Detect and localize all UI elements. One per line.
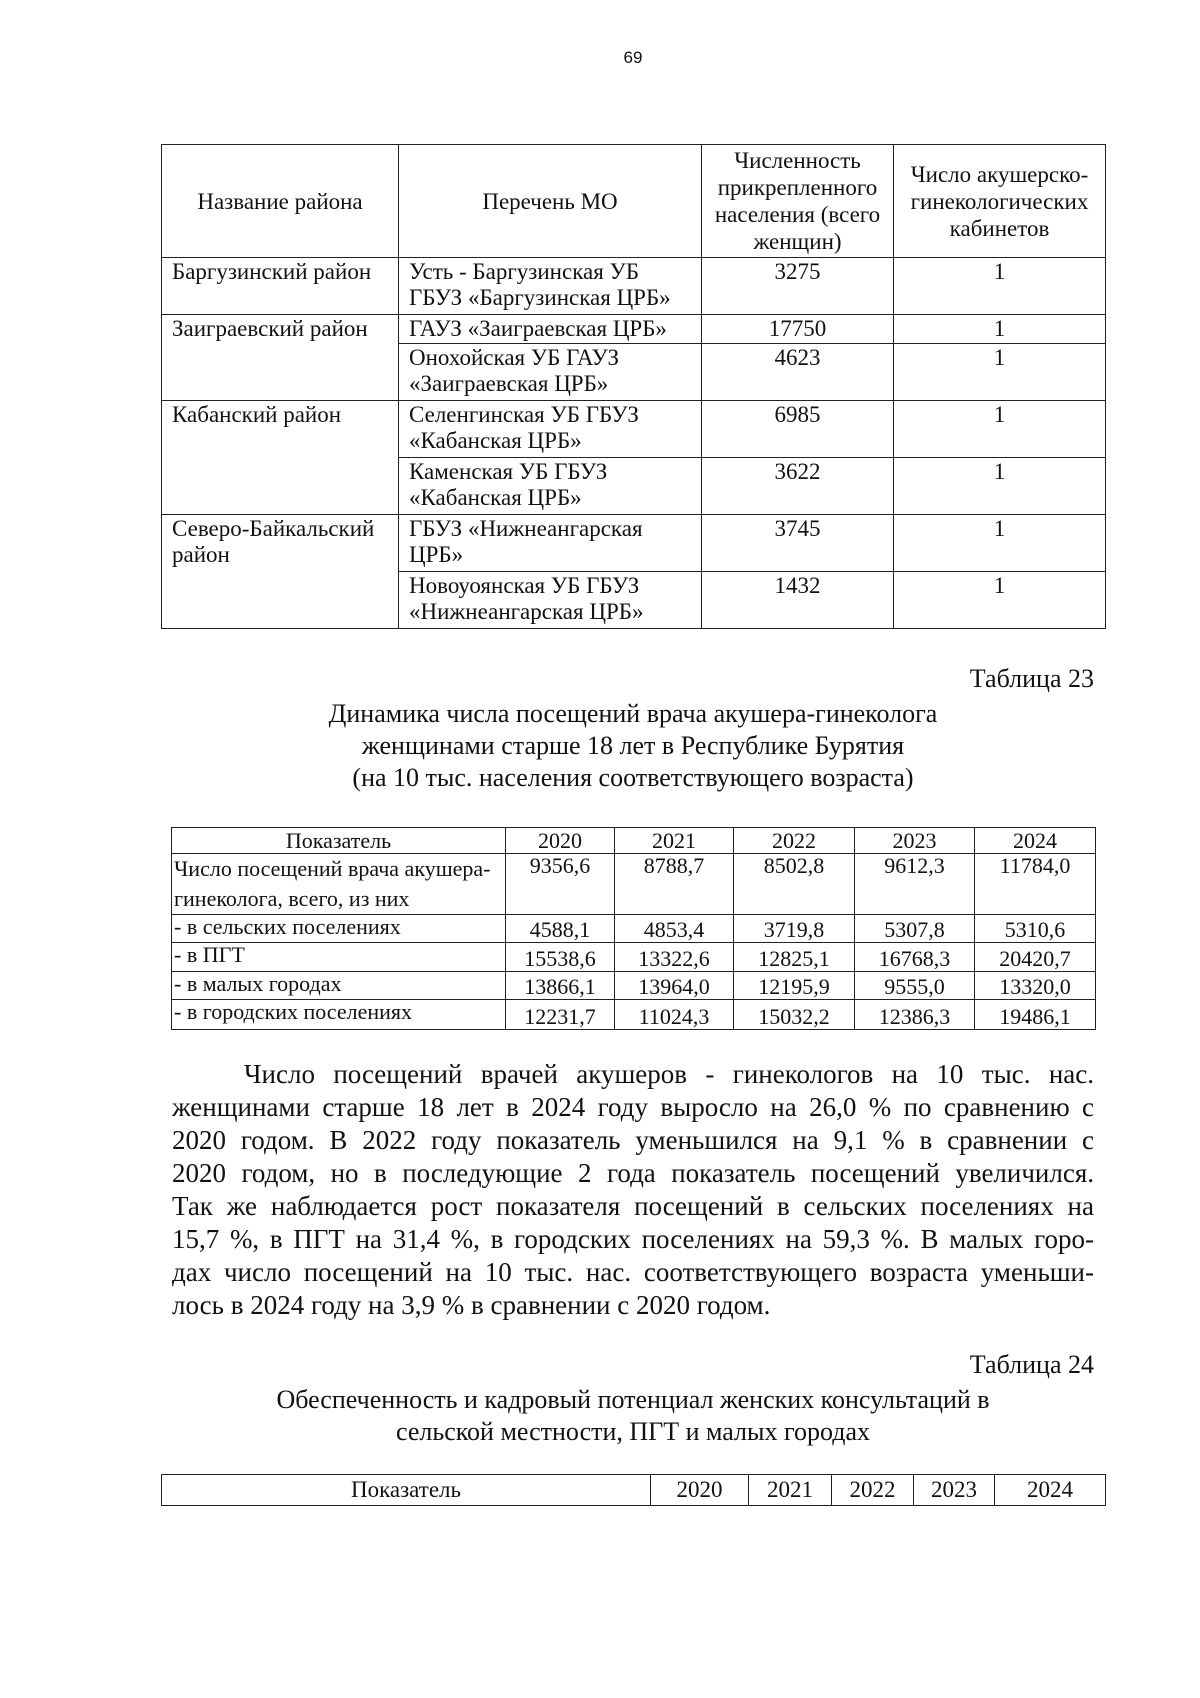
- mo-cell: Усть - Баргузинская УБ ГБУЗ «Баргузинская ЦРБ»: [399, 258, 702, 315]
- table-row: [172, 854, 1096, 915]
- row-label: - в малых городах: [172, 972, 506, 1000]
- header-cell: 2023: [855, 828, 975, 854]
- value-cell: 8788,7: [615, 854, 734, 915]
- paragraph-line: лось в 2024 году на 3,9 % в сравнении с 2020 годом.: [172, 1290, 771, 1320]
- row-label: - в сельских поселениях: [172, 915, 506, 943]
- value-cell: 9612,3: [855, 854, 975, 915]
- title-line: Динамика числа посещений врача акушера-гинеколога: [328, 699, 938, 728]
- paragraph-line: Так же наблюдается рост показателя посещений в сельских поселениях на: [172, 1191, 1094, 1221]
- header-cell: Название района: [162, 145, 399, 258]
- cabinets-cell: 1: [894, 515, 1106, 572]
- staffing-table: [161, 1474, 1106, 1506]
- row-label: - в ПГТ: [172, 943, 506, 972]
- mo-cell: Селенгинская УБ ГБУЗ «Кабанская ЦРБ»: [399, 401, 702, 458]
- paragraph-line: женщинами старше 18 лет в 2024 году выросло на 26,0 % по сравнению с: [172, 1092, 1094, 1122]
- header-cell: 2021: [749, 1475, 832, 1506]
- value-cell: 15032,2: [734, 1000, 855, 1030]
- table-row: [162, 258, 1106, 315]
- paragraph-line: 2020 годом. В 2022 году показатель уменьшился на 9,1 % в сравнении с: [172, 1125, 1094, 1155]
- visits-table: [171, 827, 1096, 1030]
- row-label: - в городских поселениях: [172, 1000, 506, 1030]
- value-cell: 19486,1: [975, 1000, 1096, 1030]
- cabinets-cell: 1: [894, 458, 1106, 515]
- header-cell: Численность прикрепленного населения (всего женщин): [702, 145, 894, 258]
- value-cell: 12825,1: [734, 943, 855, 972]
- cabinets-cell: 1: [894, 258, 1106, 315]
- value-cell: 12231,7: [506, 1000, 615, 1030]
- value-cell: 5310,6: [975, 915, 1096, 943]
- table24-title: [161, 1384, 1105, 1448]
- table23-caption: Таблица 23: [969, 664, 1094, 693]
- value-cell: 15538,6: [506, 943, 615, 972]
- table-row: [172, 972, 1096, 1000]
- paragraph-line: 2020 годом, но в последующие 2 года показатель посещений увеличился.: [172, 1158, 1094, 1188]
- table-row: [162, 515, 1106, 572]
- title-line: женщинами старше 18 лет в Республике Бурятия: [361, 731, 905, 760]
- district-cell: Северо-Байкальский район: [162, 515, 399, 629]
- mo-cell: ГБУЗ «Нижнеангарская ЦРБ»: [399, 515, 702, 572]
- header-cell: 2022: [734, 828, 855, 854]
- value-cell: 13866,1: [506, 972, 615, 1000]
- population-cell: 1432: [702, 572, 894, 629]
- header-cell: Показатель: [172, 828, 506, 854]
- cabinets-cell: 1: [894, 344, 1106, 401]
- cabinets-cell: 1: [894, 401, 1106, 458]
- header-cell: 2024: [975, 828, 1096, 854]
- value-cell: 12386,3: [855, 1000, 975, 1030]
- value-cell: 13322,6: [615, 943, 734, 972]
- population-cell: 3275: [702, 258, 894, 315]
- value-cell: 11024,3: [615, 1000, 734, 1030]
- value-cell: 8502,8: [734, 854, 855, 915]
- analysis-paragraph: [172, 1058, 1094, 1322]
- value-cell: 4853,4: [615, 915, 734, 943]
- header-cell: 2023: [914, 1475, 995, 1506]
- population-cell: 17750: [702, 315, 894, 344]
- value-cell: 20420,7: [975, 943, 1096, 972]
- title-line: (на 10 тыс. населения соответствующего возраста): [352, 763, 914, 792]
- value-cell: 5307,8: [855, 915, 975, 943]
- population-cell: 6985: [702, 401, 894, 458]
- district-cell: Кабанский район: [162, 401, 399, 515]
- value-cell: 4588,1: [506, 915, 615, 943]
- table-row: [162, 401, 1106, 458]
- header-cell: 2022: [832, 1475, 914, 1506]
- header-cell: Число акушерско-гинекологических кабинетов: [894, 145, 1106, 258]
- population-cell: 3622: [702, 458, 894, 515]
- district-cell: Баргузинский район: [162, 258, 399, 315]
- table-row: [172, 943, 1096, 972]
- table-row: [162, 315, 1106, 344]
- table23-title: [161, 698, 1105, 794]
- header-cell: Показатель: [162, 1475, 651, 1506]
- value-cell: 12195,9: [734, 972, 855, 1000]
- header-cell: 2020: [651, 1475, 749, 1506]
- mo-cell: Онохойская УБ ГАУЗ «Заиграевская ЦРБ»: [399, 344, 702, 401]
- title-line: сельской местности, ПГТ и малых городах: [395, 1417, 871, 1446]
- header-cell: Перечень МО: [399, 145, 702, 258]
- value-cell: 13320,0: [975, 972, 1096, 1000]
- table-row: [172, 915, 1096, 943]
- mo-cell: Каменская УБ ГБУЗ «Кабанская ЦРБ»: [399, 458, 702, 515]
- mo-cell: ГАУЗ «Заиграевская ЦРБ»: [399, 315, 702, 344]
- population-cell: 4623: [702, 344, 894, 401]
- mo-cell: Новоуоянская УБ ГБУЗ «Нижнеангарская ЦРБ»: [399, 572, 702, 629]
- mo-table: [161, 144, 1106, 629]
- value-cell: 16768,3: [855, 943, 975, 972]
- value-cell: 9356,6: [506, 854, 615, 915]
- header-cell: 2020: [506, 828, 615, 854]
- value-cell: 11784,0: [975, 854, 1096, 915]
- table-header-row: [162, 145, 1106, 258]
- value-cell: 13964,0: [615, 972, 734, 1000]
- population-cell: 3745: [702, 515, 894, 572]
- paragraph-line: 15,7 %, в ПГТ на 31,4 %, в городских поселениях на 59,3 %. В малых горо-: [172, 1224, 1094, 1254]
- header-cell: 2024: [995, 1475, 1106, 1506]
- row-label: Число посещений врача акушера-гинеколога, всего, из них: [172, 854, 506, 915]
- header-cell: 2021: [615, 828, 734, 854]
- title-line: Обеспеченность и кадровый потенциал женских консультаций в: [276, 1385, 990, 1414]
- paragraph-line: Число посещений врачей акушеров - гинекологов на 10 тыс. нас.: [244, 1059, 1094, 1089]
- table-header-row: [162, 1475, 1106, 1506]
- table-row: [172, 1000, 1096, 1030]
- page-number: 69: [623, 48, 643, 67]
- district-cell: Заиграевский район: [162, 315, 399, 401]
- cabinets-cell: 1: [894, 572, 1106, 629]
- table24-caption: Таблица 24: [969, 1350, 1094, 1379]
- cabinets-cell: 1: [894, 315, 1106, 344]
- paragraph-line: дах число посещений на 10 тыс. нас. соответствующего возраста уменьши-: [172, 1257, 1094, 1287]
- value-cell: 9555,0: [855, 972, 975, 1000]
- value-cell: 3719,8: [734, 915, 855, 943]
- table-header-row: [172, 828, 1096, 854]
